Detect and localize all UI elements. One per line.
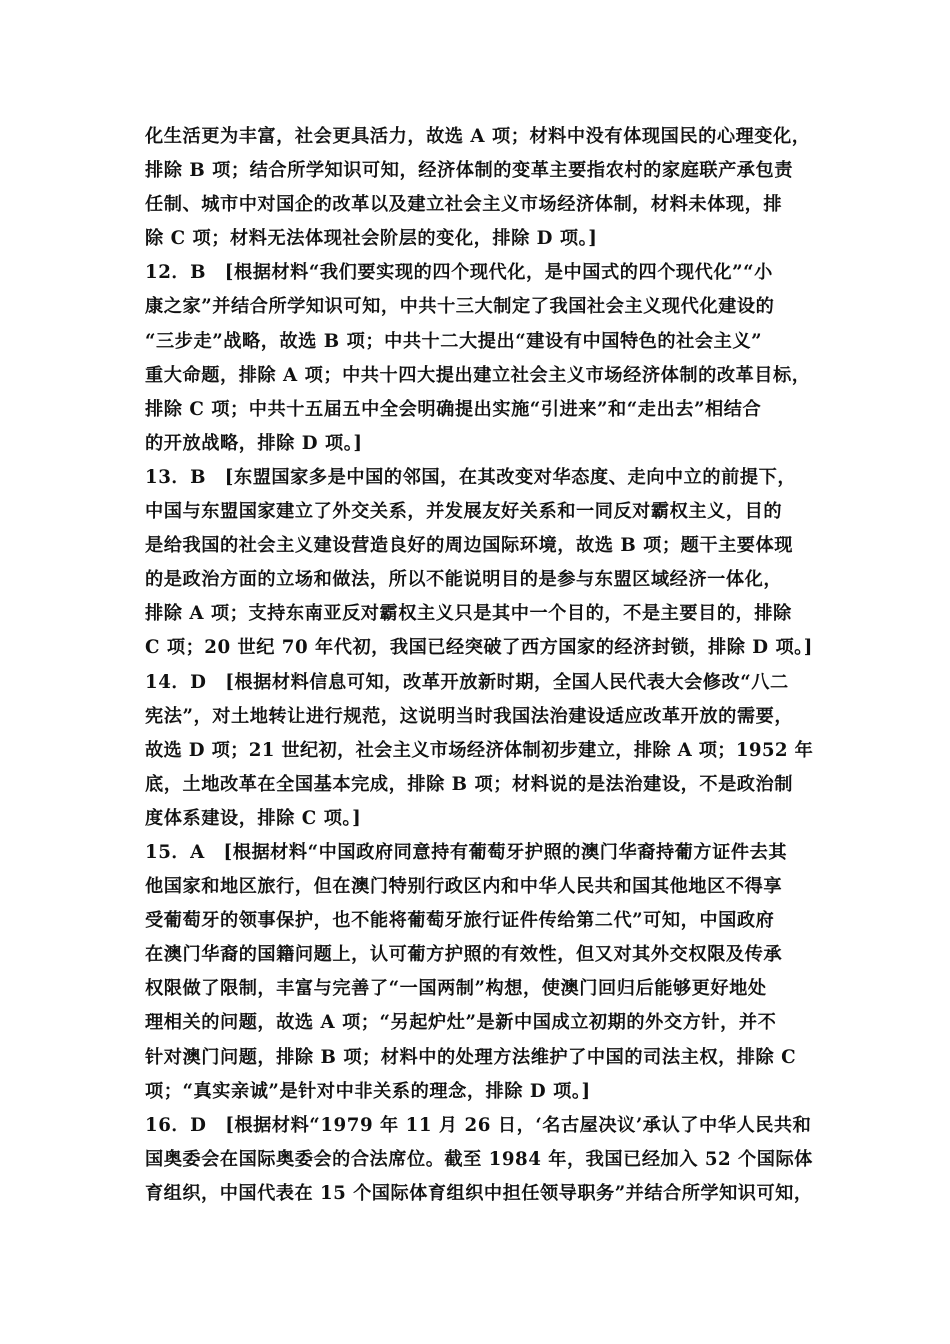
text-line: 度体系建设，排除 C 项。] [145, 807, 362, 829]
text-line: 宪法”，对土地转让进行规范，这说明当时我国法治建设适应改革开放的需要， [145, 705, 794, 727]
text-line: 底，土地改革在全国基本完成，排除 B 项；材料说的是法治建设，不是政治制 [145, 773, 794, 795]
text-line: 权限做了限制，丰富与完善了“一国两制”构想，使澳门回归后能够更好地处 [145, 978, 767, 1000]
text-line: 他国家和地区旅行，但在澳门特别行政区内和中华人民共和国其他地区不得享 [145, 876, 783, 898]
text-line: 理相关的问题，故选 A 项；“另起炉灶”是新中国成立初期的外交方针，并不 [145, 1012, 777, 1034]
text-line: 的是政治方面的立场和做法，所以不能说明目的是参与东盟区域经济一体化， [145, 569, 783, 591]
text-line: 15．A [根据材料“中国政府同意持有葡萄牙护照的澳门华裔持葡方证件去其 [145, 841, 788, 863]
text-line: 故选 D 项；21 世纪初，社会主义市场经济体制初步建立，排除 A 项；1952 年 [145, 739, 814, 761]
text-line: 的开放战略，排除 D 项。] [145, 432, 363, 454]
text-line: “三步走”战略，故选 B 项；中共十二大提出“建设有中国特色的社会主义” [145, 330, 763, 352]
text-line: 排除 B 项；结合所学知识可知，经济体制的变革主要指农村的家庭联产承包责 [145, 160, 794, 182]
text-line: 化生活更为丰富，社会更具活力，故选 A 项；材料中没有体现国民的心理变化， [145, 126, 811, 147]
text-line: 是给我国的社会主义建设营造良好的周边国际环境，故选 B 项；题干主要体现 [145, 535, 794, 557]
text-line: 受葡萄牙的领事保护，也不能将葡萄牙旅行证件传给第二代”可知，中国政府 [145, 910, 775, 932]
text-line: 排除 A 项；支持东南亚反对霸权主义只是其中一个目的，不是主要目的，排除 [145, 603, 792, 625]
text-line: 项；“真实亲诚”是针对中非关系的理念，排除 D 项。] [145, 1080, 591, 1102]
text-line: 中国与东盟国家建立了外交关系，并发展友好关系和一同反对霸权主义，目的 [145, 501, 783, 523]
answer-explanation-text [145, 120, 813, 1211]
text-line: 排除 C 项；中共十五届五中全会明确提出实施“引进来”和“走出去”相结合 [145, 398, 762, 420]
text-line: 育组织，中国代表在 15 个国际体育组织中担任领导职务”并结合所学知识可知， [145, 1182, 813, 1204]
text-line: 任制、城市中对国企的改革以及建立社会主义市场经济体制，材料未体现，排 [145, 194, 783, 216]
text-line: 14．D [根据材料信息可知，改革开放新时期，全国人民代表大会修改“八二 [145, 671, 789, 693]
text-line: C 项；20 世纪 70 年代初，我国已经突破了西方国家的经济封锁，排除 D 项。] [145, 637, 813, 659]
text-line: 国奥委会在国际奥委会的合法席位。截至 1984 年，我国已经加入 52 个国际体 [145, 1148, 813, 1170]
text-line: 除 C 项；材料无法体现社会阶层的变化，排除 D 项。] [145, 228, 598, 250]
text-line: 康之家”并结合所学知识可知，中共十三大制定了我国社会主义现代化建设的 [145, 296, 775, 318]
text-line: 在澳门华裔的国籍问题上，认可葡方护照的有效性，但又对其外交权限及传承 [145, 944, 783, 966]
text-line: 重大命题，排除 A 项；中共十四大提出建立社会主义市场经济体制的改革目标， [145, 364, 811, 386]
text-line: 16．D [根据材料“1979 年 11 月 26 日，‘名古屋决议’承认了中华人民共和 [145, 1114, 812, 1136]
text-line: 针对澳门问题，排除 B 项；材料中的处理方法维护了中国的司法主权，排除 C [145, 1046, 797, 1068]
text-line: 13．B [东盟国家多是中国的邻国，在其改变对华态度、走向中立的前提下， [145, 466, 797, 488]
text-line: 12．B [根据材料“我们要实现的四个现代化，是中国式的四个现代化”“小 [145, 262, 773, 284]
